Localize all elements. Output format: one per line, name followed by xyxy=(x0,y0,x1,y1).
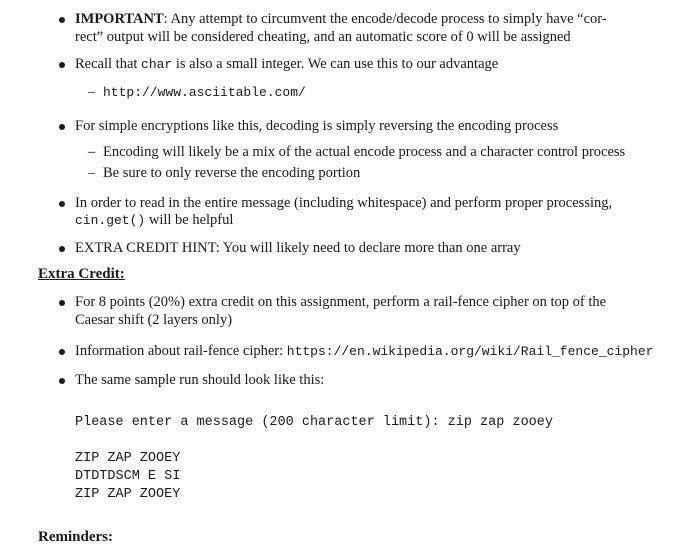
bullet-dot xyxy=(59,300,65,306)
extra-credit-hint: EXTRA CREDIT HINT: You will likely need to declare more than one array xyxy=(75,240,521,256)
reminders-heading: Reminders: xyxy=(38,529,113,545)
bullet-dot xyxy=(59,17,65,23)
info-pre: Information about rail-fence cipher: xyxy=(75,343,287,359)
sub-reverse-line: Be sure to only reverse the encoding portion xyxy=(103,165,361,181)
read-line-1: In order to read in the entire message (including whitespace) and perform proper processing, xyxy=(75,195,613,211)
wikipedia-link[interactable]: https://en.wikipedia.org/wiki/Rail_fence_cipher xyxy=(286,344,654,359)
read-post: will be helpful xyxy=(145,212,234,228)
sample-output-3: ZIP ZAP ZOOEY xyxy=(75,487,181,502)
bullet-dot xyxy=(59,349,65,355)
recall-pre: Recall that xyxy=(75,56,142,72)
sample-prompt: Please enter a message (200 character limit): zip zap zooey xyxy=(75,415,553,430)
ascii-table-link[interactable]: http://www.asciitable.com/ xyxy=(103,85,306,100)
important-label: IMPORTANT xyxy=(75,11,164,27)
read-line-2 xyxy=(75,211,233,230)
cin-get-code: cin.get() xyxy=(75,213,146,228)
recall-line xyxy=(75,55,498,74)
bullet-dot xyxy=(59,62,65,68)
important-line-2: rect” output will be considered cheating, and an automatic score of 0 will be assigned xyxy=(75,29,571,45)
points-line-1: For 8 points (20%) extra credit on this assignment, perform a rail-fence cipher on top of the xyxy=(75,294,607,310)
important-line-1 xyxy=(75,10,607,28)
bullet-dot xyxy=(59,201,65,207)
bullet-dot xyxy=(59,246,65,252)
rail-fence-info-line xyxy=(75,342,653,361)
dash-marker: – xyxy=(88,84,96,100)
dash-marker: – xyxy=(88,144,96,160)
char-code: char xyxy=(141,57,173,72)
sub-encoding-line: Encoding will likely be a mix of the actual encode process and a character control process xyxy=(103,144,626,160)
extra-credit-heading: Extra Credit: xyxy=(38,266,125,282)
sample-output-1: ZIP ZAP ZOOEY xyxy=(75,451,181,466)
simple-encryption-line: For simple encryptions like this, decoding is simply reversing the encoding process xyxy=(75,118,559,134)
bullet-dot xyxy=(59,378,65,384)
points-line-2: Caesar shift (2 layers only) xyxy=(75,312,233,328)
sample-output-2: DTDTDSCM E SI xyxy=(75,469,181,484)
sample-run-intro: The same sample run should look like this: xyxy=(75,372,325,388)
bullet-dot xyxy=(59,124,65,130)
important-text: : Any attempt to circumvent the encode/decode process to simply have “cor- xyxy=(163,11,607,27)
dash-marker: – xyxy=(88,165,96,181)
recall-post: is also a small integer. We can use this to our advantage xyxy=(172,56,499,72)
